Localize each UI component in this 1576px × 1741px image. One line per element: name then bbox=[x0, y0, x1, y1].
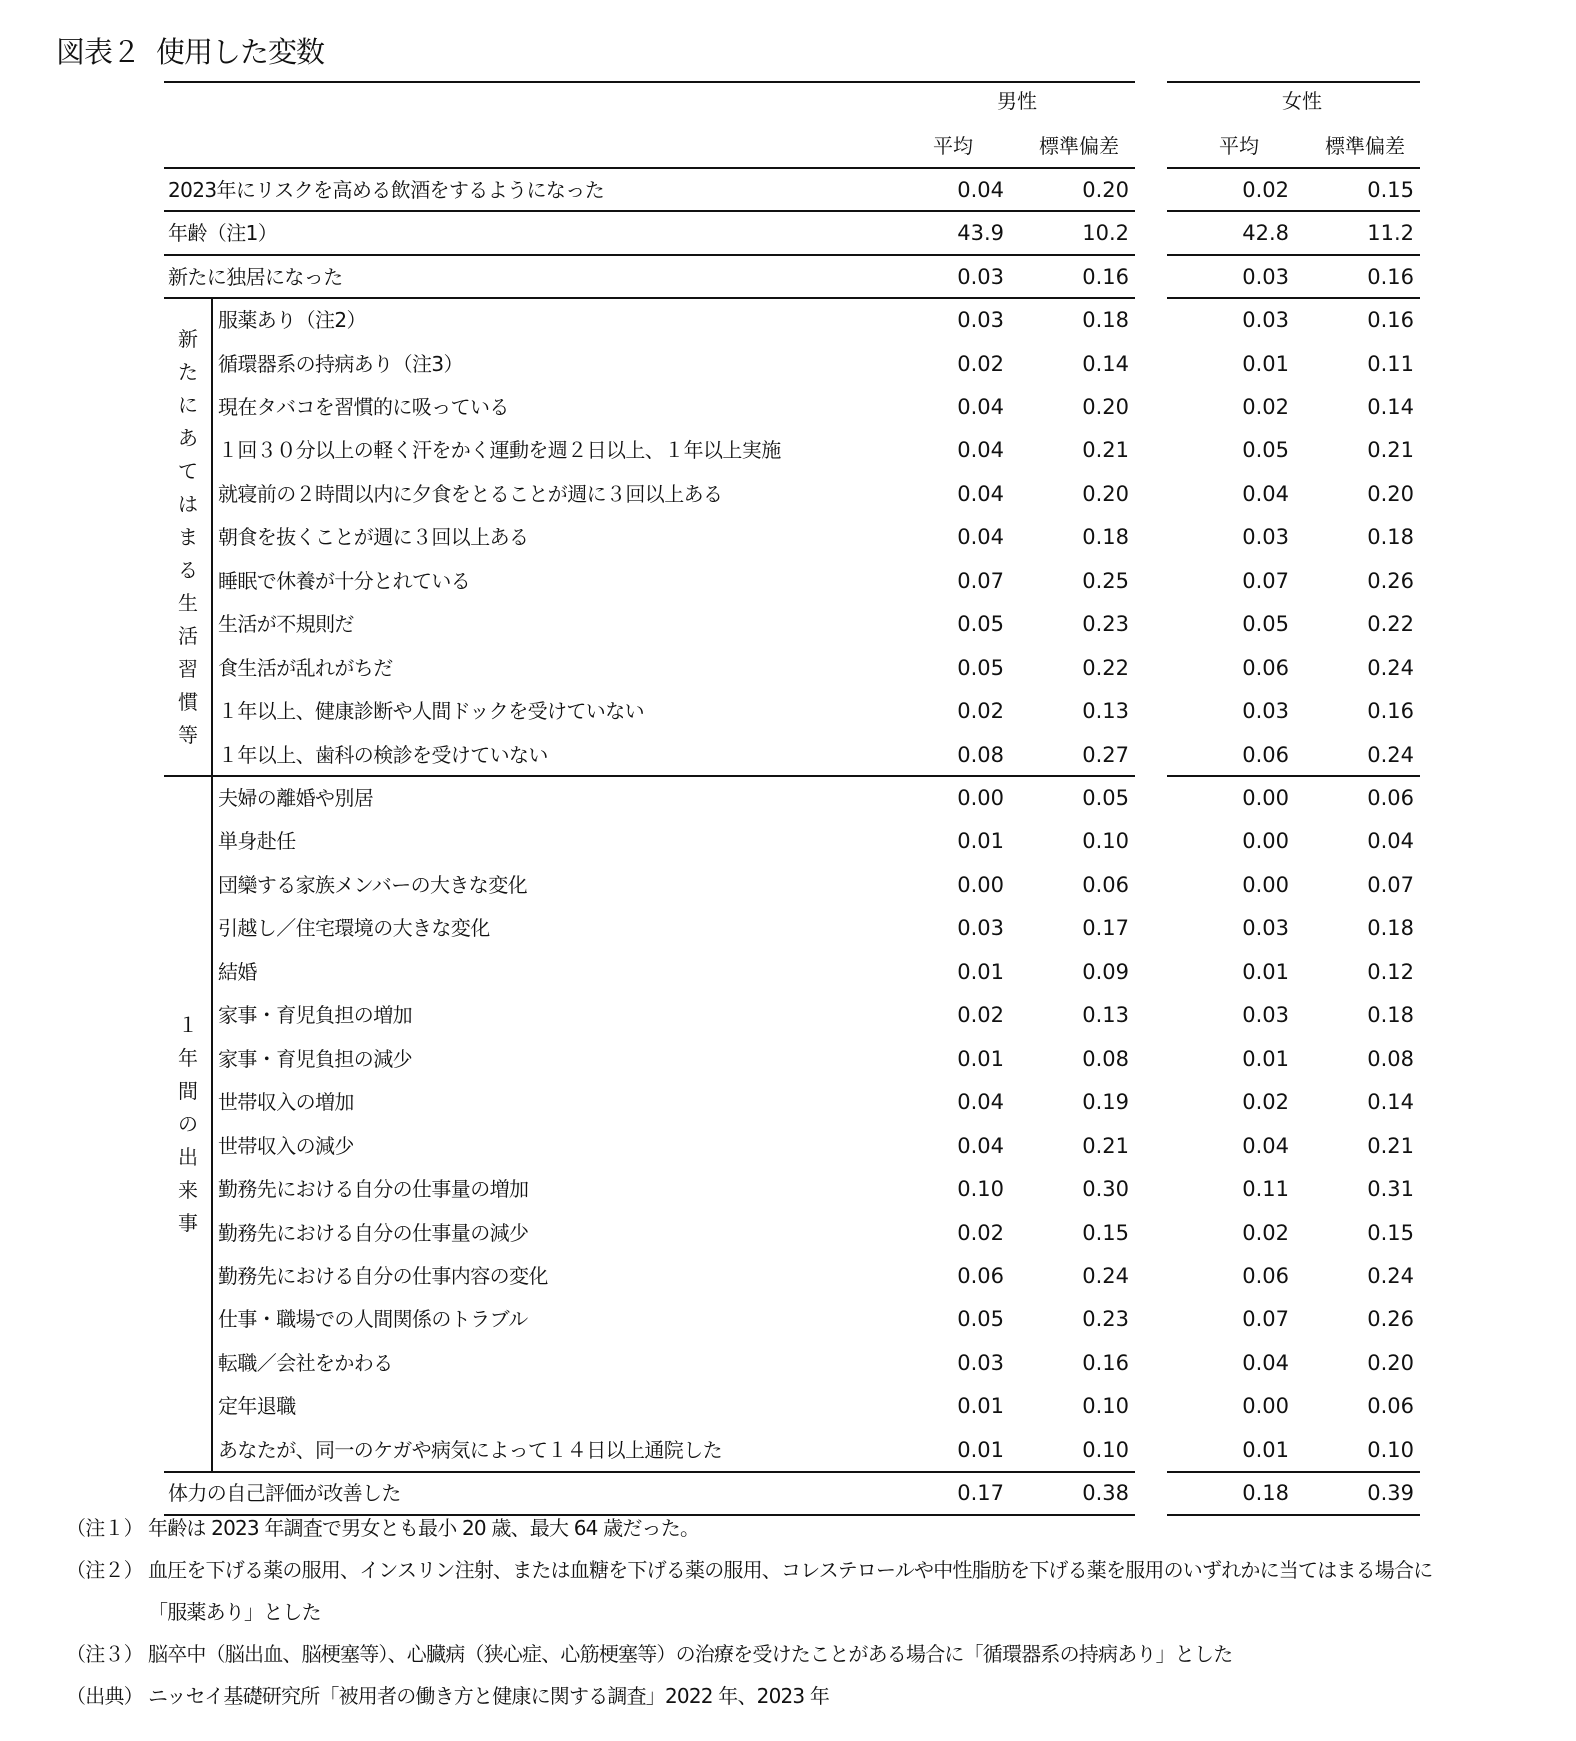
figure-number: 図表２ bbox=[56, 35, 141, 69]
group-bottom-rule-female bbox=[1167, 1471, 1420, 1473]
male-sd-value: 0.22 bbox=[1082, 656, 1129, 680]
category-char: ま bbox=[178, 525, 198, 549]
footnote-tag: （注１） bbox=[66, 1516, 143, 1540]
female-mean-value: 0.06 bbox=[1242, 656, 1289, 680]
male-sd-value: 0.10 bbox=[1082, 829, 1129, 853]
category-char: た bbox=[178, 360, 198, 384]
row-label: １年以上、健康診断や人間ドックを受けていない bbox=[218, 699, 644, 723]
male-sd-value: 0.20 bbox=[1082, 178, 1129, 202]
female-sd-value: 0.21 bbox=[1367, 438, 1414, 462]
row-label: 世帯収入の増加 bbox=[218, 1090, 354, 1114]
category-char: 出 bbox=[178, 1145, 198, 1169]
footnote-text: 年齢は 2023 年調査で男女とも最小 20 歳、最大 64 歳だった。 bbox=[148, 1516, 700, 1540]
female-mean-value: 0.01 bbox=[1242, 960, 1289, 984]
female-mean-value: 0.00 bbox=[1242, 873, 1289, 897]
male-sd-value: 0.16 bbox=[1082, 1351, 1129, 1375]
row-label: あなたが、同一のケガや病気によって１４日以上通院した bbox=[218, 1438, 722, 1462]
female-sd-value: 0.16 bbox=[1367, 699, 1414, 723]
male-mean-value: 0.04 bbox=[957, 482, 1004, 506]
male-mean-value: 0.05 bbox=[957, 1307, 1004, 1331]
female-sd-value: 0.21 bbox=[1367, 1134, 1414, 1158]
male-mean-value: 0.02 bbox=[957, 1221, 1004, 1245]
female-sd-value: 0.06 bbox=[1367, 786, 1414, 810]
row-label: 食生活が乱れがちだ bbox=[218, 656, 393, 680]
female-mean-value: 0.01 bbox=[1242, 352, 1289, 376]
category-char: 等 bbox=[178, 723, 198, 747]
male-sd-value: 0.30 bbox=[1082, 1177, 1129, 1201]
female-mean-value: 0.02 bbox=[1242, 1221, 1289, 1245]
row-label: 家事・育児負担の減少 bbox=[218, 1047, 412, 1071]
row-label: 家事・育児負担の増加 bbox=[218, 1003, 412, 1027]
male-mean-value: 0.00 bbox=[957, 873, 1004, 897]
group-divider-line bbox=[211, 298, 213, 776]
female-sd-value: 0.24 bbox=[1367, 743, 1414, 767]
male-mean-value: 0.00 bbox=[957, 786, 1004, 810]
category-char: る bbox=[178, 558, 198, 582]
male-sd-value: 10.2 bbox=[1082, 221, 1129, 245]
row-label: 服薬あり（注2） bbox=[218, 308, 366, 332]
female-mean-value: 0.01 bbox=[1242, 1438, 1289, 1462]
row-label: 現在タバコを習慣的に吸っている bbox=[218, 395, 509, 419]
male-mean-header: 平均 bbox=[933, 134, 973, 158]
male-sd-value: 0.19 bbox=[1082, 1090, 1129, 1114]
female-mean-value: 0.05 bbox=[1242, 612, 1289, 636]
male-mean-value: 0.04 bbox=[957, 525, 1004, 549]
female-sd-value: 0.10 bbox=[1367, 1438, 1414, 1462]
row-label: 勤務先における自分の仕事量の減少 bbox=[218, 1221, 529, 1245]
male-mean-value: 0.01 bbox=[957, 960, 1004, 984]
male-mean-value: 0.03 bbox=[957, 916, 1004, 940]
male-mean-value: 0.02 bbox=[957, 352, 1004, 376]
row-label: 転職／会社をかわる bbox=[218, 1351, 393, 1375]
male-sd-header: 標準偏差 bbox=[1039, 134, 1119, 158]
male-sd-value: 0.38 bbox=[1082, 1481, 1129, 1505]
female-sd-value: 0.18 bbox=[1367, 916, 1414, 940]
female-mean-value: 0.03 bbox=[1242, 308, 1289, 332]
row-label: 引越し／住宅環境の大きな変化 bbox=[218, 916, 490, 940]
male-mean-value: 0.01 bbox=[957, 1438, 1004, 1462]
female-mean-value: 0.07 bbox=[1242, 569, 1289, 593]
male-sd-value: 0.14 bbox=[1082, 352, 1129, 376]
category-char: は bbox=[178, 492, 198, 516]
female-sd-value: 0.12 bbox=[1367, 960, 1414, 984]
female-sd-value: 0.18 bbox=[1367, 1003, 1414, 1027]
female-mean-value: 0.03 bbox=[1242, 699, 1289, 723]
row-label: 定年退職 bbox=[218, 1394, 296, 1418]
row-label: 就寝前の２時間以内に夕食をとることが週に３回以上ある bbox=[218, 482, 723, 506]
footnote-tag: （出典） bbox=[66, 1684, 143, 1708]
female-sd-value: 11.2 bbox=[1367, 221, 1414, 245]
female-sd-value: 0.20 bbox=[1367, 1351, 1414, 1375]
row-label: １回３０分以上の軽く汗をかく運動を週２日以上、１年以上実施 bbox=[218, 438, 781, 462]
male-sd-value: 0.10 bbox=[1082, 1438, 1129, 1462]
female-sd-value: 0.24 bbox=[1367, 656, 1414, 680]
group-divider-line bbox=[211, 776, 213, 1471]
row-label: 年齢（注1） bbox=[168, 221, 278, 245]
male-sd-value: 0.20 bbox=[1082, 482, 1129, 506]
header-bottom-rule-male bbox=[164, 167, 1135, 169]
male-mean-value: 0.07 bbox=[957, 569, 1004, 593]
row-label: 新たに独居になった bbox=[168, 265, 343, 289]
row-label: 朝食を抜くことが週に３回以上ある bbox=[218, 525, 529, 549]
female-mean-header: 平均 bbox=[1219, 134, 1259, 158]
category-char: 間 bbox=[178, 1079, 198, 1103]
footnote-text: 脳卒中（脳出血、脳梗塞等）、心臓病（狭心症、心筋梗塞等）の治療を受けたことがある場合に「循環器系の持病あり」とした bbox=[148, 1642, 1233, 1666]
female-sd-value: 0.15 bbox=[1367, 1221, 1414, 1245]
male-sd-value: 0.21 bbox=[1082, 1134, 1129, 1158]
male-mean-value: 0.02 bbox=[957, 1003, 1004, 1027]
male-mean-value: 0.01 bbox=[957, 1047, 1004, 1071]
male-mean-value: 0.01 bbox=[957, 1394, 1004, 1418]
row-rule-male bbox=[164, 254, 1135, 256]
male-mean-value: 0.05 bbox=[957, 656, 1004, 680]
male-mean-value: 0.04 bbox=[957, 395, 1004, 419]
category-char: 新 bbox=[178, 327, 198, 351]
male-mean-value: 0.03 bbox=[957, 308, 1004, 332]
female-header-top-rule bbox=[1167, 81, 1420, 83]
footnote-tag: （注３） bbox=[66, 1642, 143, 1666]
category-char: 来 bbox=[178, 1178, 198, 1202]
female-mean-value: 0.06 bbox=[1242, 1264, 1289, 1288]
female-sd-value: 0.07 bbox=[1367, 873, 1414, 897]
group-bottom-rule-male bbox=[164, 775, 1135, 777]
female-mean-value: 0.02 bbox=[1242, 1090, 1289, 1114]
row-label: １年以上、歯科の検診を受けていない bbox=[218, 743, 548, 767]
row-label: 体力の自己評価が改善した bbox=[168, 1481, 401, 1505]
footnote-text: 血圧を下げる薬の服用、インスリン注射、または血糖を下げる薬の服用、コレステロールや中性脂肪を下げる薬を服用のいずれかに当てはまる場合に bbox=[148, 1558, 1433, 1582]
male-sd-value: 0.23 bbox=[1082, 1307, 1129, 1331]
female-mean-value: 0.03 bbox=[1242, 1003, 1289, 1027]
row-label: 仕事・職場での人間関係のトラブル bbox=[218, 1307, 528, 1331]
male-sd-value: 0.18 bbox=[1082, 308, 1129, 332]
female-mean-value: 0.03 bbox=[1242, 265, 1289, 289]
figure-title bbox=[56, 30, 324, 71]
female-sd-value: 0.11 bbox=[1367, 352, 1414, 376]
male-group-header: 男性 bbox=[997, 89, 1037, 113]
category-char: １ bbox=[178, 1013, 198, 1037]
male-sd-value: 0.18 bbox=[1082, 525, 1129, 549]
female-mean-value: 0.03 bbox=[1242, 916, 1289, 940]
row-rule-male bbox=[164, 297, 1135, 299]
female-mean-value: 42.8 bbox=[1242, 221, 1289, 245]
female-sd-value: 0.39 bbox=[1367, 1481, 1414, 1505]
male-sd-value: 0.16 bbox=[1082, 265, 1129, 289]
row-label: 生活が不規則だ bbox=[218, 612, 354, 636]
female-sd-value: 0.16 bbox=[1367, 265, 1414, 289]
category-char: て bbox=[178, 459, 198, 483]
female-sd-value: 0.15 bbox=[1367, 178, 1414, 202]
male-sd-value: 0.10 bbox=[1082, 1394, 1129, 1418]
male-mean-value: 0.17 bbox=[957, 1481, 1004, 1505]
category-char: あ bbox=[178, 426, 198, 450]
female-mean-value: 0.04 bbox=[1242, 1351, 1289, 1375]
female-sd-value: 0.16 bbox=[1367, 308, 1414, 332]
female-mean-value: 0.02 bbox=[1242, 178, 1289, 202]
footnote-text: ニッセイ基礎研究所「被用者の働き方と健康に関する調査」2022 年、2023 年 bbox=[148, 1684, 830, 1708]
category-char: 生 bbox=[178, 591, 198, 615]
female-sd-value: 0.14 bbox=[1367, 395, 1414, 419]
female-sd-value: 0.22 bbox=[1367, 612, 1414, 636]
male-mean-value: 0.02 bbox=[957, 699, 1004, 723]
row-label: 勤務先における自分の仕事内容の変化 bbox=[218, 1264, 548, 1288]
male-mean-value: 0.03 bbox=[957, 1351, 1004, 1375]
male-mean-value: 0.10 bbox=[957, 1177, 1004, 1201]
female-sd-value: 0.26 bbox=[1367, 569, 1414, 593]
female-mean-value: 0.03 bbox=[1242, 525, 1289, 549]
male-sd-value: 0.09 bbox=[1082, 960, 1129, 984]
female-mean-value: 0.00 bbox=[1242, 829, 1289, 853]
male-sd-value: 0.27 bbox=[1082, 743, 1129, 767]
row-label: 2023年にリスクを高める飲酒をするようになった bbox=[168, 178, 605, 202]
category-char: の bbox=[178, 1112, 198, 1136]
row-label: 結婚 bbox=[218, 960, 257, 984]
female-group-header: 女性 bbox=[1282, 89, 1322, 113]
male-sd-value: 0.15 bbox=[1082, 1221, 1129, 1245]
footnote-text: 「服薬あり」とした bbox=[148, 1600, 321, 1624]
male-mean-value: 0.04 bbox=[957, 1134, 1004, 1158]
female-sd-value: 0.26 bbox=[1367, 1307, 1414, 1331]
male-sd-value: 0.08 bbox=[1082, 1047, 1129, 1071]
female-mean-value: 0.05 bbox=[1242, 438, 1289, 462]
row-label: 夫婦の離婚や別居 bbox=[218, 786, 374, 810]
female-sd-value: 0.20 bbox=[1367, 482, 1414, 506]
female-sd-value: 0.04 bbox=[1367, 829, 1414, 853]
female-sd-value: 0.18 bbox=[1367, 525, 1414, 549]
category-char: に bbox=[178, 393, 198, 417]
row-rule-male bbox=[164, 210, 1135, 212]
male-sd-value: 0.13 bbox=[1082, 699, 1129, 723]
male-mean-value: 0.05 bbox=[957, 612, 1004, 636]
female-sd-value: 0.24 bbox=[1367, 1264, 1414, 1288]
male-mean-value: 0.04 bbox=[957, 178, 1004, 202]
male-sd-value: 0.05 bbox=[1082, 786, 1129, 810]
female-mean-value: 0.04 bbox=[1242, 482, 1289, 506]
male-sd-value: 0.06 bbox=[1082, 873, 1129, 897]
male-sd-value: 0.20 bbox=[1082, 395, 1129, 419]
female-mean-value: 0.00 bbox=[1242, 1394, 1289, 1418]
male-sd-value: 0.24 bbox=[1082, 1264, 1129, 1288]
category-char: 活 bbox=[178, 624, 198, 648]
male-header-top-rule bbox=[164, 81, 1135, 83]
category-char: 習 bbox=[178, 657, 198, 681]
figure-title-text: 使用した変数 bbox=[156, 35, 325, 69]
row-rule-female bbox=[1167, 254, 1420, 256]
female-sd-value: 0.06 bbox=[1367, 1394, 1414, 1418]
female-sd-value: 0.31 bbox=[1367, 1177, 1414, 1201]
category-char: 年 bbox=[178, 1046, 198, 1070]
table-bottom-rule-female bbox=[1167, 1514, 1420, 1516]
header-bottom-rule-female bbox=[1167, 167, 1420, 169]
male-sd-value: 0.25 bbox=[1082, 569, 1129, 593]
male-mean-value: 0.03 bbox=[957, 265, 1004, 289]
female-mean-value: 0.06 bbox=[1242, 743, 1289, 767]
row-rule-female bbox=[1167, 210, 1420, 212]
male-mean-value: 43.9 bbox=[957, 221, 1004, 245]
male-mean-value: 0.04 bbox=[957, 438, 1004, 462]
row-label: 循環器系の持病あり（注3） bbox=[218, 352, 463, 376]
female-sd-header: 標準偏差 bbox=[1325, 134, 1405, 158]
row-rule-female bbox=[1167, 297, 1420, 299]
male-mean-value: 0.04 bbox=[957, 1090, 1004, 1114]
female-mean-value: 0.11 bbox=[1242, 1177, 1289, 1201]
row-label: 勤務先における自分の仕事量の増加 bbox=[218, 1177, 529, 1201]
female-mean-value: 0.04 bbox=[1242, 1134, 1289, 1158]
female-mean-value: 0.18 bbox=[1242, 1481, 1289, 1505]
female-mean-value: 0.00 bbox=[1242, 786, 1289, 810]
row-label: 単身赴任 bbox=[218, 829, 296, 853]
row-label: 世帯収入の減少 bbox=[218, 1134, 354, 1158]
group-bottom-rule-female bbox=[1167, 775, 1420, 777]
row-label: 睡眠で休養が十分とれている bbox=[218, 569, 471, 593]
row-label: 団欒する家族メンバーの大きな変化 bbox=[218, 873, 527, 897]
category-char: 慣 bbox=[178, 690, 198, 714]
female-mean-value: 0.02 bbox=[1242, 395, 1289, 419]
male-mean-value: 0.01 bbox=[957, 829, 1004, 853]
male-mean-value: 0.08 bbox=[957, 743, 1004, 767]
male-sd-value: 0.17 bbox=[1082, 916, 1129, 940]
male-sd-value: 0.21 bbox=[1082, 438, 1129, 462]
female-sd-value: 0.08 bbox=[1367, 1047, 1414, 1071]
group-bottom-rule-male bbox=[164, 1471, 1135, 1473]
male-sd-value: 0.13 bbox=[1082, 1003, 1129, 1027]
female-sd-value: 0.14 bbox=[1367, 1090, 1414, 1114]
footnote-tag: （注２） bbox=[66, 1558, 143, 1582]
male-sd-value: 0.23 bbox=[1082, 612, 1129, 636]
female-mean-value: 0.01 bbox=[1242, 1047, 1289, 1071]
male-mean-value: 0.06 bbox=[957, 1264, 1004, 1288]
category-char: 事 bbox=[178, 1211, 198, 1235]
female-mean-value: 0.07 bbox=[1242, 1307, 1289, 1331]
